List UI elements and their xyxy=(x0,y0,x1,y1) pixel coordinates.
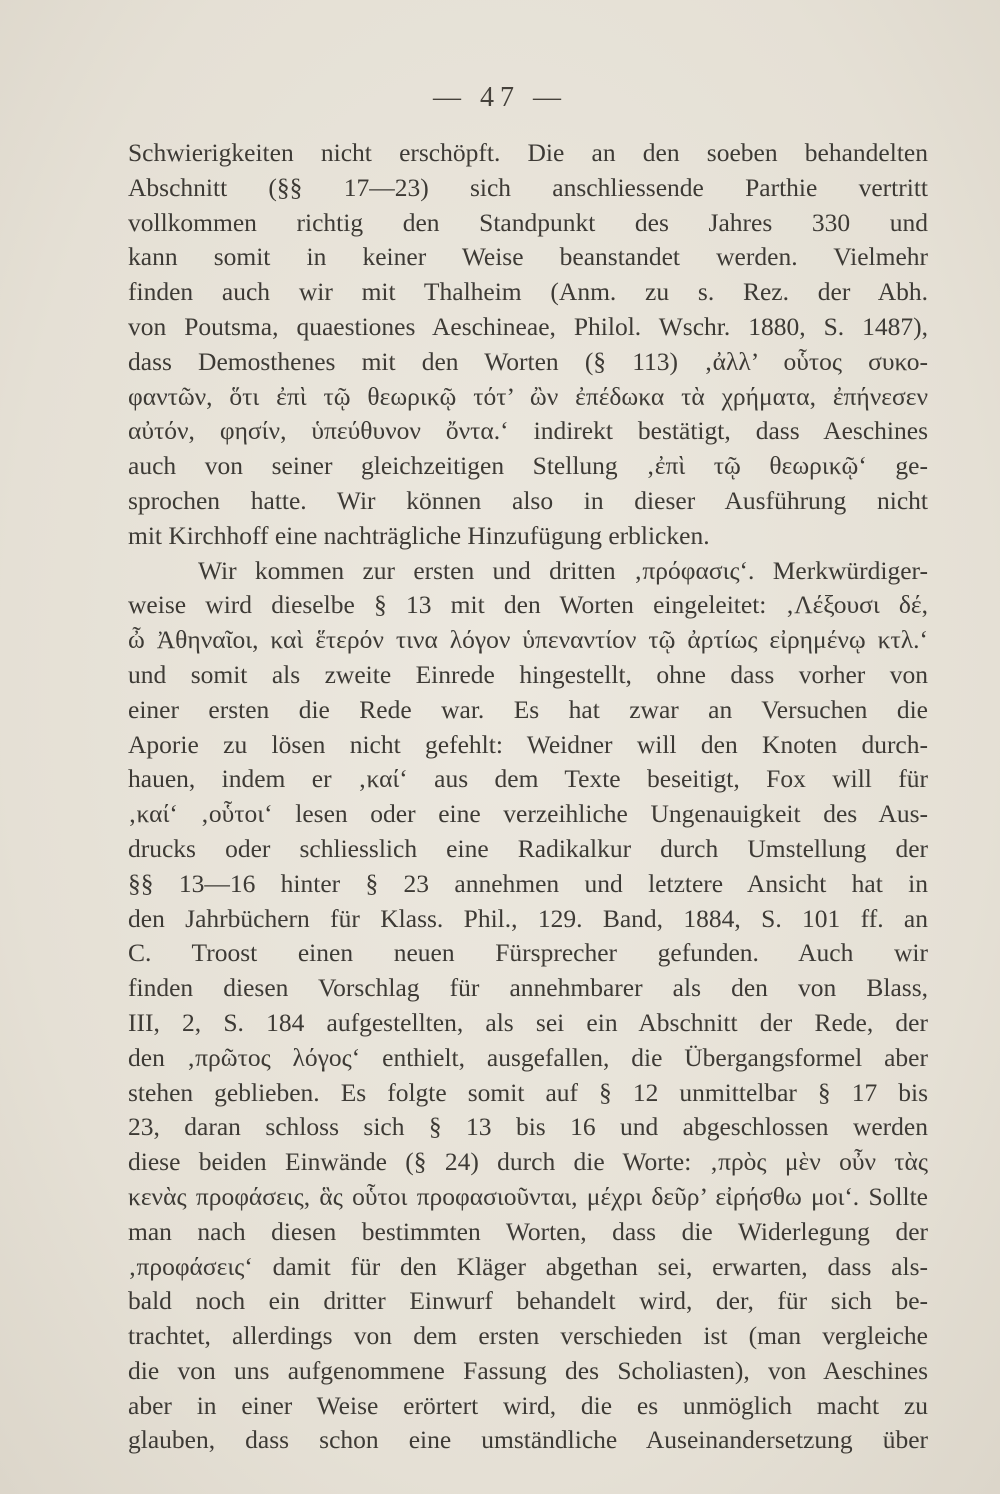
page-number: — 47 — xyxy=(433,82,567,113)
text-line: stehen geblieben. Es folgte somit auf § 12 unmittelbar § 17 bis xyxy=(128,1077,928,1107)
text-line: die von uns aufgenommene Fassung des Scholiasten), von Aeschines xyxy=(128,1355,928,1385)
text-line: Schwierigkeiten nicht erschöpft. Die an den soeben behandelten xyxy=(128,138,928,167)
text-line: weise wird dieselbe § 13 mit den Worten eingeleitet: ‚Λέξουσι δέ, xyxy=(128,590,928,620)
text-line: den Jahrbüchern für Klass. Phil., 129. Band, 1884, S. 101 ff. an xyxy=(128,903,928,933)
text-line: ‚προφάσεις‘ damit für den Kläger abgethan sei, erwarten, dass als- xyxy=(128,1251,928,1281)
text-line: finden diesen Vorschlag für annehmbarer als den von Blass, xyxy=(128,973,928,1003)
text-line: kann somit in keiner Weise beanstandet werden. Vielmehr xyxy=(128,242,928,272)
text-line: man nach diesen bestimmten Worten, dass die Widerlegung der xyxy=(128,1216,928,1246)
text-line: aber in einer Weise erörtert wird, die es unmöglich macht zu xyxy=(128,1390,928,1420)
text-line: ‚καί‘ ‚οὗτοι‘ lesen oder eine verzeihliche Ungenauigkeit des Aus- xyxy=(128,799,928,829)
text-line: und somit als zweite Einrede hingestellt, ohne dass vorher von xyxy=(128,659,928,689)
text-line: trachtet, allerdings von dem ersten verschieden ist (man vergleiche xyxy=(128,1321,928,1351)
paragraph-start-line: Wir kommen zur ersten und dritten ‚πρόφασις‘. Merkwürdiger- xyxy=(198,555,928,585)
text-line: Abschnitt (§§ 17—23) sich anschliessende Parthie vertritt xyxy=(128,172,928,202)
text-line: vollkommen richtig den Standpunkt des Jahres 330 und xyxy=(128,207,928,237)
text-line: 23, daran schloss sich § 13 bis 16 und abgeschlossen werden xyxy=(128,1112,928,1142)
text-line: §§ 13—16 hinter § 23 annehmen und letztere Ansicht hat in xyxy=(128,868,928,898)
text-line: C. Troost einen neuen Fürsprecher gefunden. Auch wir xyxy=(128,938,928,968)
text-line: glauben, dass schon eine umständliche Auseinandersetzung über xyxy=(128,1425,928,1455)
text-line: φαντῶν, ὅτι ἐπὶ τῷ θεωρικῷ τότ’ ὢν ἐπέδωκα τὰ χρήματα, ἐπήνεσεν xyxy=(128,381,928,411)
text-line: dass Demosthenes mit den Worten (§ 113) ‚ἀλλ’ οὗτος συκο- xyxy=(128,346,928,376)
text-line: einer ersten die Rede war. Es hat zwar an Versuchen die xyxy=(128,694,928,724)
text-line: bald noch ein dritter Einwurf behandelt wird, der, für sich be- xyxy=(128,1286,928,1316)
text-line: drucks oder schliesslich eine Radikalkur durch Umstellung der xyxy=(128,833,928,863)
body-text xyxy=(128,136,928,1458)
text-line: auch von seiner gleichzeitigen Stellung ‚ἐπὶ τῷ θεωρικῷ‘ ge- xyxy=(128,451,928,481)
text-line: sprochen hatte. Wir können also in dieser Ausführung nicht xyxy=(128,485,928,515)
text-line: den ‚πρῶτος λόγος‘ enthielt, ausgefallen, die Übergangsformel aber xyxy=(128,1042,928,1072)
text-line: finden auch wir mit Thalheim (Anm. zu s. Rez. der Abh. xyxy=(128,277,928,307)
text-line: hauen, indem er ‚καί‘ aus dem Texte beseitigt, Fox will für xyxy=(128,764,928,794)
text-line: von Poutsma, quaestiones Aeschineae, Philol. Wschr. 1880, S. 1487), xyxy=(128,311,928,341)
text-line: mit Kirchhoff eine nachträgliche Hinzufügung erblicken. xyxy=(128,520,710,550)
text-line: III, 2, S. 184 aufgestellten, als sei ein Abschnitt der Rede, der xyxy=(128,1007,928,1037)
text-line: diese beiden Einwände (§ 24) durch die Worte: ‚πρὸς μὲν οὖν τὰς xyxy=(128,1147,928,1177)
text-line: Aporie zu lösen nicht gefehlt: Weidner will den Knoten durch- xyxy=(128,729,928,759)
text-line: κενὰς προφάσεις, ἃς οὗτοι προφασιοῦνται, μέχρι δεῦρ’ εἰρήσθω μοι‘. Sollte xyxy=(128,1181,928,1211)
text-line: αὐτόν, φησίν, ὑπεύθυνον ὄντα.‘ indirekt bestätigt, dass Aeschines xyxy=(128,416,928,446)
text-line: ὦ Ἀθηναῖοι, καὶ ἕτερόν τινα λόγον ὑπεναντίον τῷ ἀρτίως εἰρημένῳ κτλ.‘ xyxy=(128,625,928,655)
